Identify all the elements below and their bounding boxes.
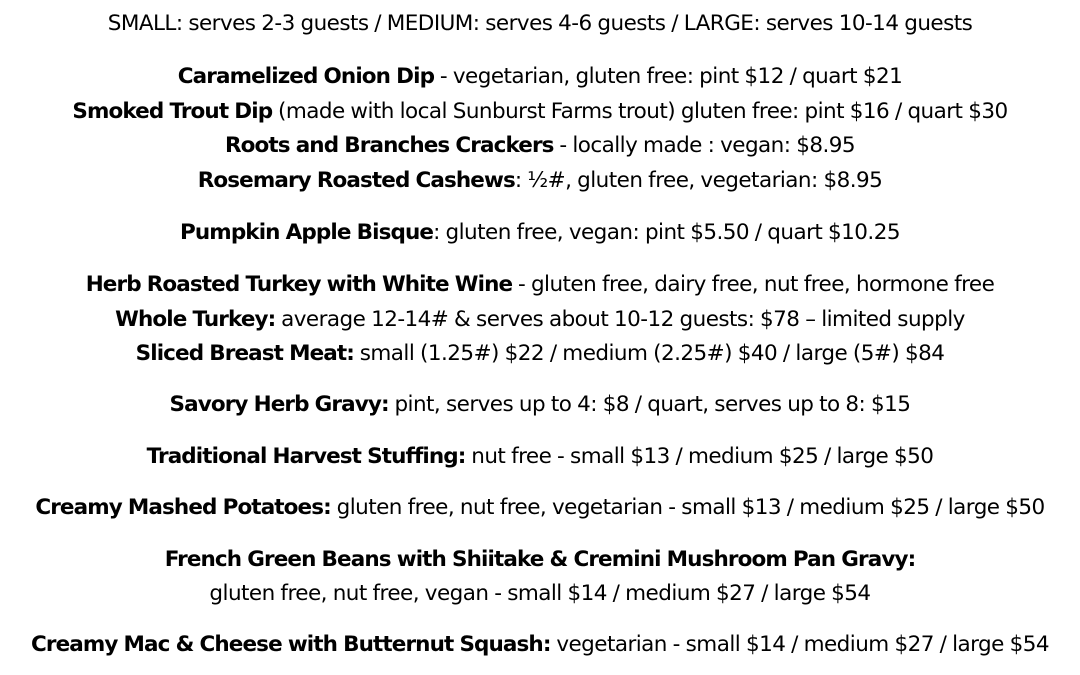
item-detail: small (1.25#) $22 / medium (2.25#) $40 / large (5#) $84	[353, 341, 945, 366]
menu-item-green-beans-detail	[0, 579, 1080, 609]
item-name: Sliced Breast Meat:	[135, 341, 354, 366]
menu-item-mashed-potatoes	[0, 493, 1080, 523]
menu-item-turkey	[0, 270, 1080, 300]
item-detail: - locally made : vegan: $8.95	[553, 133, 856, 158]
item-detail: pint, serves up to 4: $8 / quart, serves up to 8: $15	[388, 392, 911, 417]
menu-item-bisque	[0, 218, 1080, 248]
item-detail: : gluten free, vegan: pint $5.50 / quart $10.25	[433, 220, 900, 245]
item-name: Smoked Trout Dip	[72, 99, 273, 124]
menu-item-mac-cheese	[0, 630, 1080, 660]
item-name: Savory Herb Gravy:	[169, 392, 389, 417]
item-detail: vegetarian - small $14 / medium $27 / large $54	[550, 632, 1050, 657]
menu-item-whole-turkey	[0, 305, 1080, 335]
item-name: French Green Beans with Shiitake & Cremini Mushroom Pan Gravy:	[164, 547, 916, 572]
item-name: Creamy Mashed Potatoes:	[35, 495, 331, 520]
item-detail: : ½#, gluten free, vegetarian: $8.95	[514, 168, 883, 193]
item-name: Whole Turkey:	[115, 307, 276, 332]
item-name: Roots and Branches Crackers	[224, 133, 554, 158]
menu-item-stuffing	[0, 442, 1080, 472]
item-name: Herb Roasted Turkey with White Wine	[85, 272, 513, 297]
item-name: Traditional Harvest Stuffing:	[146, 444, 466, 469]
sizes-note: SMALL: serves 2-3 guests / MEDIUM: serves 4-6 guests / LARGE: serves 10-14 guests	[107, 11, 973, 36]
item-name: Rosemary Roasted Cashews	[197, 168, 515, 193]
item-name: Pumpkin Apple Bisque	[180, 220, 434, 245]
menu-item-trout-dip	[0, 97, 1080, 127]
menu-item-gravy	[0, 390, 1080, 420]
menu-item-onion-dip	[0, 62, 1080, 92]
item-detail: gluten free, nut free, vegetarian - small $13 / medium $25 / large $50	[330, 495, 1045, 520]
item-name: Caramelized Onion Dip	[177, 64, 435, 89]
menu-item-crackers	[0, 131, 1080, 161]
menu-item-cashews	[0, 166, 1080, 196]
item-detail: - gluten free, dairy free, nut free, hormone free	[512, 272, 995, 297]
item-detail: (made with local Sunburst Farms trout) gluten free: pint $16 / quart $30	[272, 99, 1008, 124]
menu-item-green-beans	[0, 545, 1080, 575]
item-detail: nut free - small $13 / medium $25 / large $50	[465, 444, 934, 469]
item-detail: - vegetarian, gluten free: pint $12 / quart $21	[434, 64, 903, 89]
menu-item-sliced-breast	[0, 339, 1080, 369]
item-name: Creamy Mac & Cheese with Butternut Squash:	[30, 632, 551, 657]
item-detail: average 12-14# & serves about 10-12 guests: $78 – limited supply	[275, 307, 965, 332]
item-detail: gluten free, nut free, vegan - small $14 / medium $27 / large $54	[209, 581, 871, 606]
